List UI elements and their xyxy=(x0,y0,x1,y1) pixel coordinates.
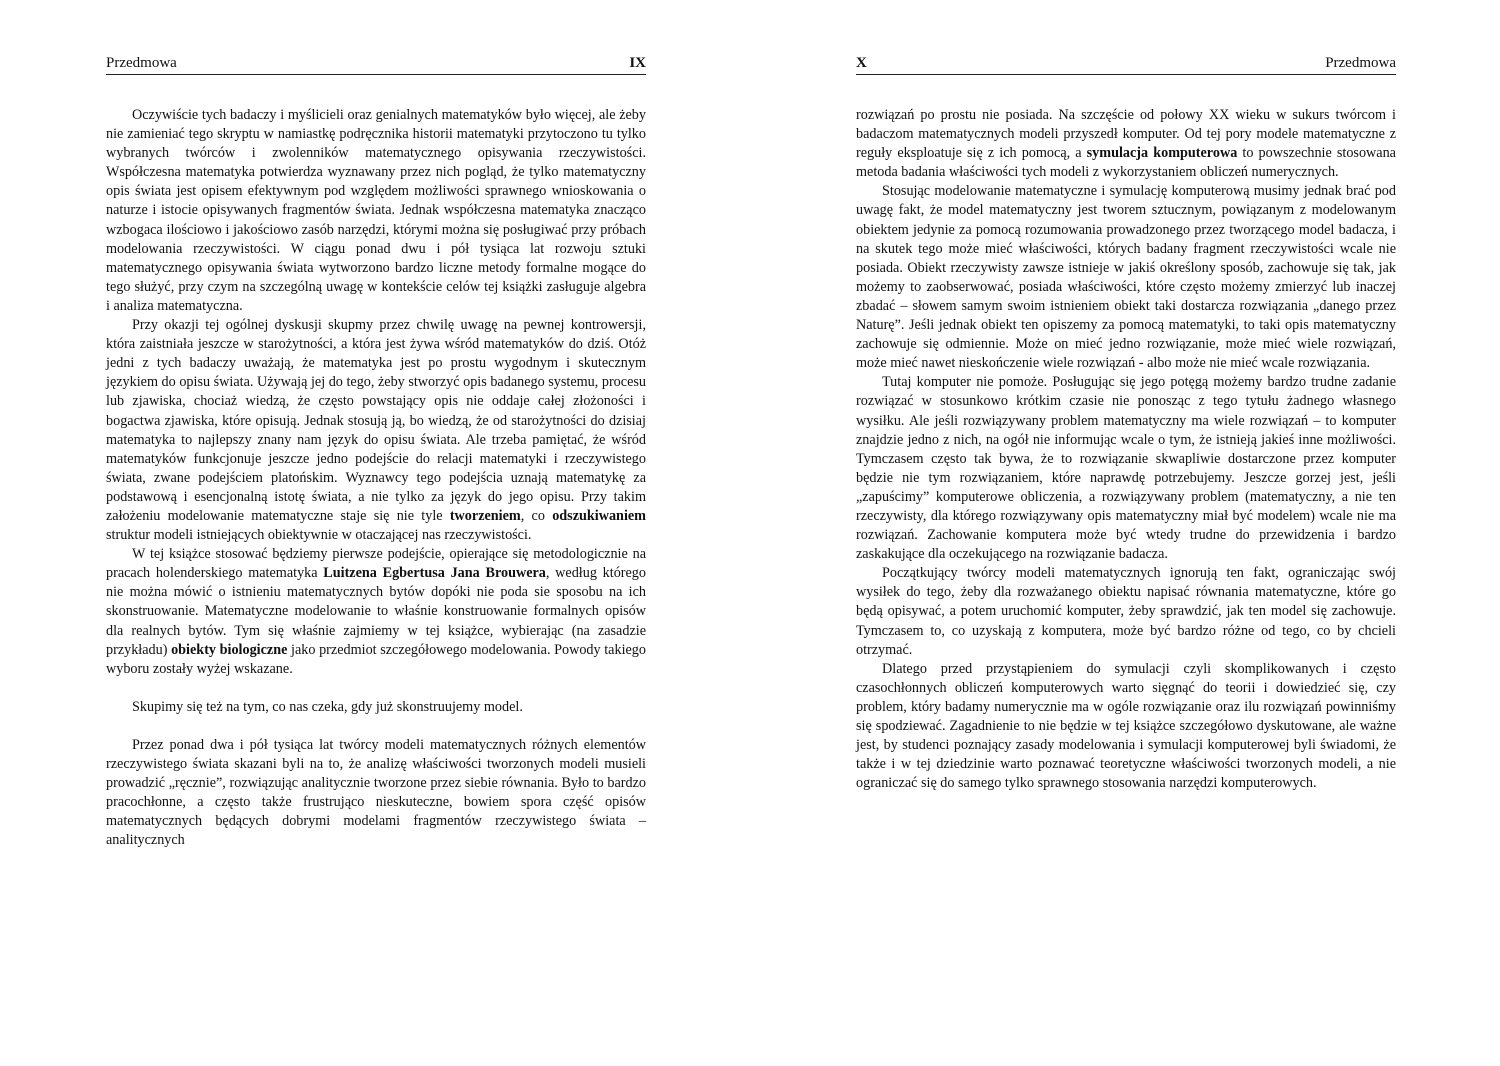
paragraph xyxy=(856,373,1396,564)
left-body-text xyxy=(106,106,646,850)
paragraph xyxy=(106,106,646,316)
text-run: struktur modeli istniejących obiektywnie w otaczającej nas rzeczywistości. xyxy=(106,527,532,544)
paragraph xyxy=(856,660,1396,794)
paragraph xyxy=(856,564,1396,659)
text-run: Tutaj komputer nie pomoże. Posługując się jego potęgą możemy bardzo trudne zadanie rozwiązać w stosunkowo krótkim czasie nie ponosząc z tego tytułu żadnego własnego wysiłku. Ale jeśli rozwiązywany problem matematyczny ma wiele rozwiązań – to komputer znajdzie jedno z nich, na ogół nie informując wcale o tym, że istnieją jakieś inne możliwości. Tymczasem często tak bywa, że to rozwiązanie skwapliwie dostarczone przez komputer będzie nie tym rozwiązaniem, które naprawdę potrzebujemy. Jeszcze gorzej jest, jeśli „zapuścimy” komputerowe obliczenia, a rozwiązywany problem (matematyczny, a nie ten rzeczywisty, dla którego rozwiązywany opis matematyczny miał być modelem) wcale nie ma rozwiązań. Zachowanie komputera może być wtedy trudne do przewidzenia i bardzo zaskakujące dla oczekującego na rozwiązanie badacza. xyxy=(856,374,1396,563)
bold-term: obiekty biologiczne xyxy=(171,641,288,658)
bold-term: odszukiwaniem xyxy=(552,507,646,524)
text-run: , według którego nie można mówić o istnieniu matematycznych bytów dopóki nie poda sie sposobu na ich skonstruowanie. Matematyczne modelowanie to właśnie konstruowanie formalnych opisów dla realnych bytów. Tym się właśnie zajmiemy w tej książce, wybierając (na zasadzie przykładu) xyxy=(106,565,646,658)
running-title: Przedmowa xyxy=(1325,55,1396,71)
text-run: jako przedmiot szczegółowego modelowania. Powody takiego wyboru zostały wyżej wskazane. xyxy=(106,641,646,677)
text-run: Początkujący twórcy modeli matematycznych ignorują ten fakt, ograniczając swój wysiłek do tego, żeby dla rozważanego obiektu napisać równania matematyczne, które go będą opisywać, a potem uruchomić komputer, żeby sprawdzić, jak ten model się zachowuje. Tymczasem to, co uzyskają z komputera, może być bardzo różne od tego, co by chcieli otrzymać. xyxy=(856,565,1396,658)
text-run: Przez ponad dwa i pół tysiąca lat twórcy modeli matematycznych różnych elementów rzeczywistego świata skazani byli na to, że analizę właściwości tworzonych modeli musieli prowadzić „ręcznie”, rozwiązując analitycznie tworzone przez siebie równania. Było to bardzo pracochłonne, a często także frustrująco nieskuteczne, bowiem spora część opisów matematycznych będących dobrymi modelami fragmentów rzeczywistego świata – analitycznych xyxy=(106,736,646,849)
page-number: X xyxy=(856,55,867,71)
bold-term: Luitzena Egbertusa Jana Brouwera xyxy=(323,565,546,582)
left-running-head xyxy=(106,54,646,75)
paragraph xyxy=(106,698,646,717)
text-run: Oczywiście tych badaczy i myślicieli oraz genialnych matematyków było więcej, ale żeby nie zamieniać tego skryptu w namiastkę podręcznika historii matematyki przytoczono tu tylko wybranych twórców i zwolenników matematycznego opisywania rzeczywistości. Współczesna matematyka potwierdza wyznawany przez nich pogląd, że tylko matematyczny opis świata jest opisem efektywnym pod względem możliwości sprawnego wnioskowania o naturze i istocie opisywanych fragmentów świata. Jednak współczesna matematyka znacząco wzbogaca ilościowo i jakościowo zasób narzędzi, którymi można się posługiwać przy próbach modelowania rzeczywistości. W ciągu ponad dwu i pół tysiąca lat rozwoju sztuki matematycznego opisywania świata wytworzono bardzo liczne metody formalne mogące do tego służyć, przy czym na szczególną uwagę w kontekście celów tej książki zasługuje algebra i analiza matematyczna. xyxy=(106,107,646,314)
left-page xyxy=(106,0,646,1066)
paragraph xyxy=(106,316,646,545)
text-run: to powszechnie stosowana metoda badania właściwości tych modeli z wykorzystaniem obliczeń numerycznych. xyxy=(856,145,1396,181)
text-run: Przy okazji tej ogólnej dyskusji skupmy przez chwilę uwagę na pewnej kontrowersji, która zaistniała jeszcze w starożytności, a która jest żywa wśród matematyków do dziś. Otóż jedni z tych badaczy uważają, że matematyka jest po prostu wygodnym i skutecznym językiem do opisu świata. Używają jej do tego, żeby stworzyć opis badanego systemu, procesu lub zjawiska, chociaż wiedzą, że często powstający opis nie oddaje całej złożoności i bogactwa zjawiska, które opisują. Jednak stosują ją, bo wiedzą, że od starożytności do dzisiaj matematyka to najlepszy znany nam język do opisu świata. Ale trzeba pamiętać, że wśród matematyków funkcjonuje jeszcze jedno podejście do relacji matematyki i rzeczywistego świata, zwane podejściem platońskim. Wyznawcy tego podejścia uznają matematykę za podstawową i esencjonalną istotę świata, a nie tylko za język do jego opisu. Przy takim założeniu modelowanie matematyczne staje się nie tyle xyxy=(106,317,646,524)
right-running-head xyxy=(856,54,1396,75)
page-number: IX xyxy=(629,55,646,71)
bold-term: symulacja komputerowa xyxy=(1086,145,1238,162)
paragraph xyxy=(106,545,646,679)
bold-term: tworzeniem xyxy=(449,507,521,524)
text-run: Stosując modelowanie matematyczne i symulację komputerową musimy jednak brać pod uwagę fakt, że model matematyczny jest tworem sztucznym, powiązanym z modelowanym obiektem jedynie za pomocą rozumowania prowadzonego przez tworzącego model badacza, i na skutek tego może mieć właściwości, których badany fragment rzeczywistości wcale nie posiada. Obiekt rzeczywisty zawsze istnieje w jakiś określony sposób, zachowuje się tak, jak możemy to zaobserwować, posiada właściwości, które często możemy zmierzyć lub inaczej zbadać – słowem samym swoim istnieniem obiekt taki dostarcza rozwiązania „danego przez Naturę”. Jeśli jednak obiekt ten opiszemy za pomocą matematyki, to taki opis matematyczny zachowuje się odmiennie. Może on mieć jedno rozwiązanie, może mieć wiele rozwiązań, może mieć nawet nieskończenie wiele rozwiązań - albo może nie mieć wcale rozwiązania. xyxy=(856,183,1396,372)
right-page xyxy=(856,0,1396,1066)
text-run: , co xyxy=(520,507,553,524)
text-run: W tej książce stosować będziemy pierwsze podejście, opierające się metodologicznie na pracach holenderskiego matematyka xyxy=(106,546,646,582)
text-run: Dlatego przed przystąpieniem do symulacji czyli skomplikowanych i często czasochłonnych obliczeń komputerowych warto sięgnąć do teorii i dowiedzieć się, czy problem, który badamy numerycznie ma w ogóle rozwiązanie oraz ilu rozwiązań powinniśmy się spodziewać. Zagadnienie to nie będzie w tej książce szczegółowo dyskutowane, ale ważne jest, by studenci poznający zasady modelowania i symulacji komputerowej byli świadomi, że także i w tej dziedzinie warto poznawać teoretyczne właściwości tworzonych modeli, a nie ograniczać się do samego tylko sprawnego stosowania narzędzi komputerowych. xyxy=(856,660,1396,792)
right-body-text xyxy=(856,106,1396,793)
text-run: rozwiązań po prostu nie posiada. Na szczęście od połowy XX wieku w sukurs twórcom i badaczom matematycznych modeli przyszedł komputer. Od tej pory modele matematyczne z reguły eksploatuje się z ich pomocą, a xyxy=(856,107,1396,162)
paragraph xyxy=(106,736,646,851)
paragraph xyxy=(856,106,1396,182)
paragraph xyxy=(856,182,1396,373)
text-run: Skupimy się też na tym, co nas czeka, gdy już skonstruujemy model. xyxy=(132,698,523,715)
running-title: Przedmowa xyxy=(106,55,177,71)
